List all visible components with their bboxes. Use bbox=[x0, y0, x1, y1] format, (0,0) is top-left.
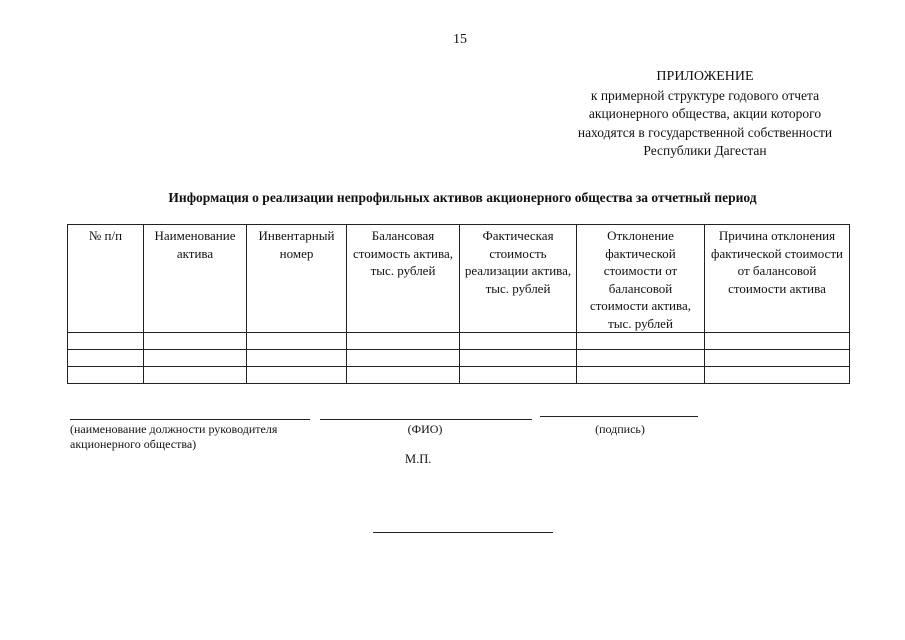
table-cell[interactable] bbox=[577, 333, 705, 350]
stamp-placeholder: М.П. bbox=[405, 452, 432, 466]
table-cell[interactable] bbox=[347, 350, 460, 367]
table-cell[interactable] bbox=[144, 333, 247, 350]
appendix-heading: ПРИЛОЖЕНИЕ bbox=[656, 69, 754, 84]
position-label: (наименование должности руководителя акционерного общества) bbox=[70, 422, 278, 451]
table-cell[interactable] bbox=[705, 333, 850, 350]
table-header-row bbox=[68, 225, 850, 333]
table-cell[interactable] bbox=[577, 350, 705, 367]
table-cell[interactable] bbox=[247, 367, 347, 384]
table-cell[interactable] bbox=[347, 367, 460, 384]
table-body bbox=[68, 333, 850, 384]
footer-line bbox=[373, 532, 553, 533]
column-header-deviation: Отклонение фактической стоимости от балансовой стоимости актива, тыс. рублей bbox=[577, 225, 705, 333]
table-cell[interactable] bbox=[460, 367, 577, 384]
document-title: Информация о реализации непрофильных активов акционерного общества за отчетный период bbox=[168, 190, 757, 205]
column-header-number: № п/п bbox=[68, 225, 144, 333]
table-cell[interactable] bbox=[68, 350, 144, 367]
table-cell[interactable] bbox=[460, 333, 577, 350]
appendix-line: Республики Дагестан bbox=[643, 143, 767, 158]
appendix-line: акционерного общества, акции которого bbox=[588, 106, 822, 121]
table-cell[interactable] bbox=[705, 350, 850, 367]
appendix-line: находятся в государственной собственности bbox=[577, 124, 833, 140]
column-header-inventory-number: Инвентарный номер bbox=[247, 225, 347, 333]
table-cell[interactable] bbox=[144, 350, 247, 367]
table-row bbox=[68, 350, 850, 367]
table-cell[interactable] bbox=[577, 367, 705, 384]
name-signature-line[interactable] bbox=[320, 419, 532, 420]
table-cell[interactable] bbox=[347, 333, 460, 350]
table-cell[interactable] bbox=[460, 350, 577, 367]
assets-table bbox=[67, 224, 850, 384]
appendix-line: к примерной структуре годового отчета bbox=[590, 87, 820, 103]
table-cell[interactable] bbox=[68, 367, 144, 384]
page-number: 15 bbox=[453, 32, 467, 47]
column-header-asset-name: Наименование актива bbox=[144, 225, 247, 333]
name-label: (ФИО) bbox=[407, 422, 443, 436]
table-cell[interactable] bbox=[144, 367, 247, 384]
table-cell[interactable] bbox=[247, 333, 347, 350]
signature-label: (подпись) bbox=[595, 422, 645, 436]
table-cell[interactable] bbox=[247, 350, 347, 367]
column-header-reason: Причина отклонения фактической стоимости от балансовой стоимости актива bbox=[705, 225, 850, 333]
table-row bbox=[68, 367, 850, 384]
column-header-sale-value: Фактическая стоимость реализации актива, тыс. рублей bbox=[460, 225, 577, 333]
position-signature-line[interactable] bbox=[70, 419, 310, 420]
column-header-book-value: Балансовая стоимость актива, тыс. рублей bbox=[347, 225, 460, 333]
table-row bbox=[68, 333, 850, 350]
appendix-block bbox=[545, 68, 865, 161]
table-cell[interactable] bbox=[68, 333, 144, 350]
table-cell[interactable] bbox=[705, 367, 850, 384]
signature-line[interactable] bbox=[540, 416, 698, 417]
